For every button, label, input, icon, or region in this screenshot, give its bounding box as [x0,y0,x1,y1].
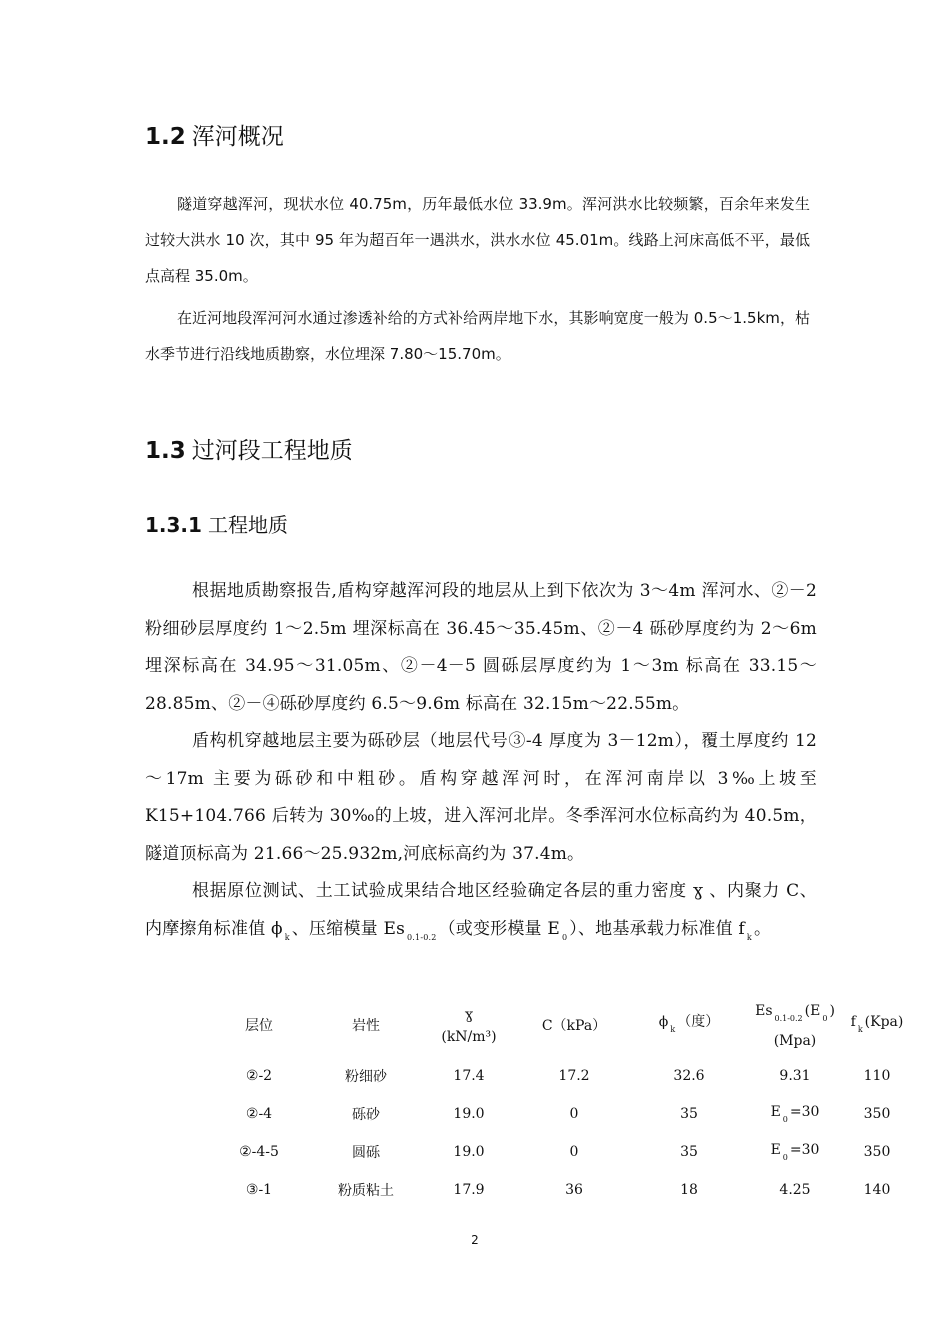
header-es: Es $_{0.1-0.2}$ (E $_0$ ) (Mpa) [755,1003,835,1049]
section-title: 浑河概况 [191,124,284,150]
section-title: 工程地质 [207,513,288,537]
cell-es: E $_0$ =30 [770,1104,820,1124]
section-heading-1-2 [145,118,284,151]
paragraph: 根据地质勘察报告,盾构穿越浑河段的地层从上到下依次为 3～4m 浑河水、②－2 粉细砂层厚度约 1～2.5m 埋深标高在 36.45～35.45m、②－4 砾砂厚度约为 2～6m 埋深标高在 34.95～31.05m、②－4－5 圆砾层厚度约为 1～3m 标高在 33.15～28.85m、②－④砾砂厚度约 6.5～9.6m 标高在 32.15m～22.55m。 [145,581,817,714]
cell-phi: 35 [680,1106,698,1122]
header-layer: 层位 [245,1018,273,1034]
section-title: 过河段工程地质 [191,438,353,464]
paragraph: 根据原位测试、土工试验成果结合地区经验确定各层的重力密度 ɣ 、内聚力 C、内摩擦角标准值 ϕ $_k$ 、压缩模量 Es $_{0.1-0.2}$ （或变形模量 E $_0$ ）、地基承载力标准值 f $_k$ 。 [145,881,817,942]
paragraph: 隧道穿越浑河，现状水位 40.75m，历年最低水位 33.9m。浑河洪水比较频繁，百余年来发生过较大洪水 10 次，其中 95 年为超百年一遇洪水，洪水水位 45.01m。线路上河床高低不平，最低点高程 35.0m。 [145,195,810,285]
cell-layer: ②-4-5 [239,1144,279,1160]
section-heading-1-3-1 [145,509,288,538]
cell-es: 4.25 [779,1182,811,1198]
cell-fk: 350 [863,1106,891,1122]
cell-phi: 32.6 [673,1068,705,1084]
cell-es: E $_0$ =30 [770,1142,820,1162]
cell-c: 0 [569,1106,579,1122]
cell-rock: 砾砂 [352,1107,380,1123]
header-fk: f $_k$ (Kpa) [850,1014,904,1034]
header-phi: ϕ $_k$ （度） [658,1014,720,1034]
row-spacer [140,1171,200,1209]
cell-c: 36 [565,1182,583,1198]
cell-fk: 140 [863,1182,891,1198]
cell-layer: ②-2 [245,1068,273,1084]
header-c: C（kPa） [541,1018,607,1034]
paragraph: 在近河地段浑河河水通过渗透补给的方式补给两岸地下水，其影响宽度一般为 0.5～1.5km，枯水季节进行沿线地质勘察，水位埋深 7.80～15.70m。 [145,309,810,363]
cell-layer: ③-1 [245,1182,273,1198]
cell-layer: ②-4 [245,1106,273,1122]
page-number: 2 [471,1233,479,1247]
table-row [140,1057,918,1095]
table-header-row [140,995,918,1057]
cell-rock: 粉质粘土 [338,1183,394,1199]
table-row [140,1171,918,1209]
row-spacer [140,1095,200,1133]
cell-c: 0 [569,1144,579,1160]
cell-phi: 35 [680,1144,698,1160]
row-spacer [140,1057,200,1095]
section-number: 1.2 [145,124,186,150]
cell-gamma: 19.0 [453,1106,485,1122]
header-rock: 岩性 [352,1018,380,1034]
row-spacer [140,1133,200,1171]
section-heading-1-3 [145,432,353,465]
cell-gamma: 17.4 [453,1068,485,1084]
cell-c: 17.2 [558,1068,590,1084]
cell-es: 9.31 [779,1068,811,1084]
cell-gamma: 17.9 [453,1182,485,1198]
section-number: 1.3.1 [145,513,202,537]
soil-properties-table [140,995,918,1209]
cell-fk: 110 [863,1068,891,1084]
section-number: 1.3 [145,438,186,464]
cell-gamma: 19.0 [453,1144,485,1160]
table-row [140,1095,918,1133]
cell-phi: 18 [680,1182,698,1198]
paragraph: 盾构机穿越地层主要为砾砂层（地层代号③-4 厚度为 3－12m），覆土厚度约 12～17m 主要为砾砂和中粗砂。盾构穿越浑河时，在浑河南岸以 3‰上坡至 K15+104.766 后转为 30‰的上坡，进入浑河北岸。冬季浑河水位标高约为 40.5m，隧道顶标高为 21.66～25.932m,河底标高约为 37.4m。 [145,731,817,864]
cell-rock: 圆砾 [352,1145,380,1161]
cell-rock: 粉细砂 [345,1069,387,1085]
header-gamma: ɣ (kN/m³) [441,1007,497,1045]
table-row [140,1133,918,1171]
cell-fk: 350 [863,1144,891,1160]
